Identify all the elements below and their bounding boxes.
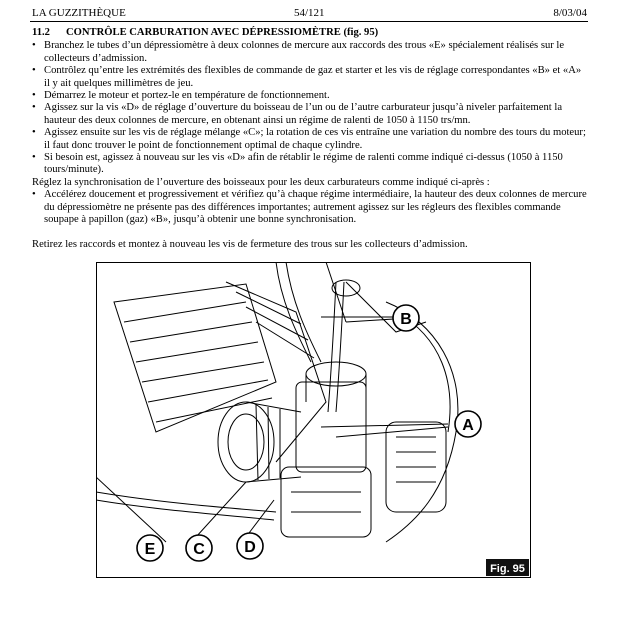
svg-text:D: D — [244, 539, 256, 556]
section-title: CONTRÔLE CARBURATION AVEC DÉPRESSIOMÈTRE (fig. 95) — [66, 27, 379, 38]
list-item: • Accélérez doucement et progressivement et vérifiez qu’à chaque régime intermédiaire, la hauteur des deux colonnes de mercure du dépressiomètre ne présente pas des différences importantes; autrement agissez sur les régleurs des flexibles commande soupape à papillon (gaz) «B», jusqu’à obtenir une bonne synchronisation. — [32, 189, 588, 226]
procedure-list — [32, 40, 588, 176]
svg-text:E: E — [144, 541, 156, 558]
svg-text:B: B — [400, 311, 412, 328]
page-body — [32, 27, 588, 251]
section-heading — [32, 27, 588, 39]
figure-95 — [96, 262, 531, 578]
section-number: 11.2 — [32, 27, 50, 38]
page-number: 54/121 — [294, 7, 325, 19]
svg-text:Fig. 95: Fig. 95 — [490, 563, 525, 575]
callout-b — [393, 305, 419, 331]
list-item: • Agissez sur la vis «D» de réglage d’ouverture du boisseau de l’un ou de l’autre carburateur jusqu’à niveler parfaitement la hauteur des deux colonnes de mercure, en obtenant ainsi un régime de ralenti de 1050 à 1150 trs/mn. — [32, 102, 588, 127]
page-header — [32, 7, 587, 21]
callout-a — [455, 411, 481, 437]
list-item: • Si besoin est, agissez à nouveau sur les vis «D» afin de rétablir le régime de ralenti comme indiqué ci-dessus (1050 à 1150 tours/minute). — [32, 152, 588, 177]
svg-text:C: C — [193, 541, 205, 558]
document-date: 8/03/04 — [553, 7, 587, 19]
list-item: • Contrôlez qu’entre les extrémités des flexibles de commande de gaz et starter et les vis de réglage correspondantes «B» et «A» il y ait quelques millimètres de jeu. — [32, 65, 588, 90]
callout-c — [186, 535, 212, 561]
sync-list — [32, 189, 588, 226]
callout-e — [137, 535, 163, 561]
figure-label — [486, 559, 529, 576]
list-item: • Agissez ensuite sur les vis de réglage mélange «C»; la rotation de ces vis entraîne une variation du nombre des tours du moteur; il faut donc trouver le point de fonctionnement optimal de chaque cylindre. — [32, 127, 588, 152]
header-rule — [30, 21, 588, 22]
sync-intro: Réglez la synchronisation de l’ouverture des boisseaux pour les deux carburateurs comme indiqué ci-après : — [32, 176, 490, 188]
callout-d — [237, 533, 263, 559]
manual-title: LA GUZZITHÈQUE — [32, 7, 126, 19]
svg-text:A: A — [462, 417, 474, 434]
list-item: • Démarrez le moteur et portez-le en température de fonctionnement. — [32, 90, 588, 102]
carburetor-illustration — [96, 262, 531, 578]
closing-paragraph: Retirez les raccords et montez à nouveau les vis de fermeture des trous sur les collecteurs d’admission. — [32, 238, 468, 250]
list-item: • Branchez le tubes d’un dépressiomètre à deux colonnes de mercure aux raccords des trous «E» spécialement réalisés sur le collecteurs d’admission. — [32, 40, 588, 65]
